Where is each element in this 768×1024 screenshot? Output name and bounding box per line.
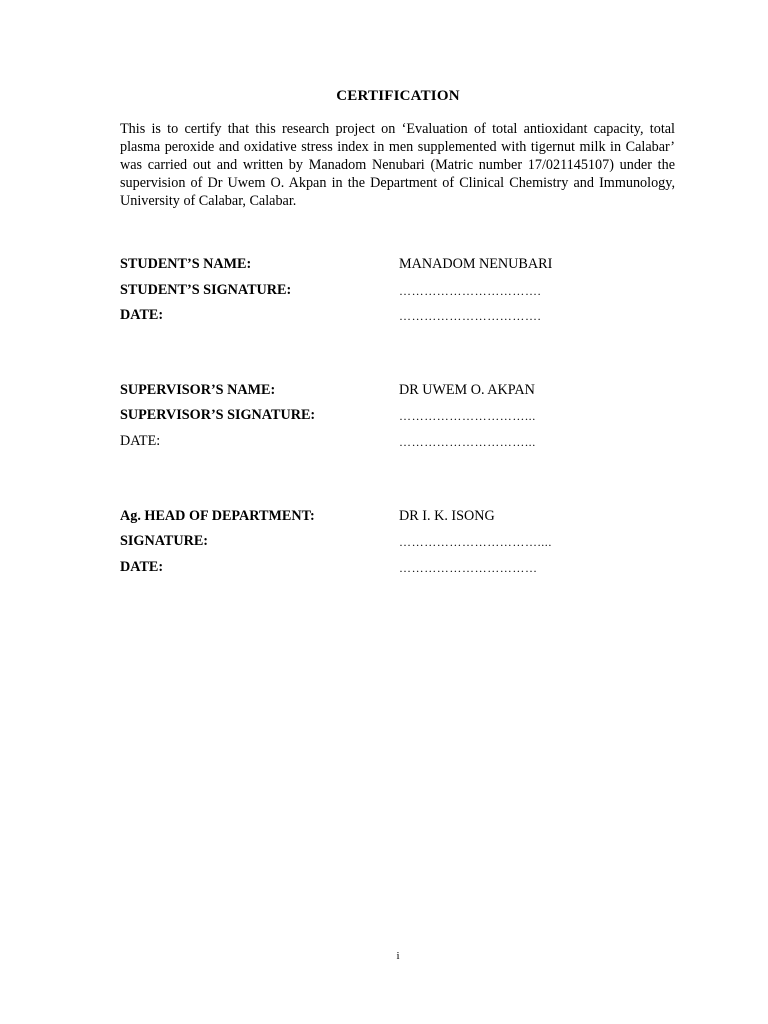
supervisor-signature-line: …………………………... [399, 409, 536, 423]
student-name-label: STUDENT’S NAME: [120, 256, 252, 272]
supervisor-name-value: DR UWEM O. AKPAN [399, 382, 535, 398]
supervisor-name-row [120, 382, 680, 402]
head-date-label: DATE: [120, 559, 164, 575]
supervisor-name-label: SUPERVISOR’S NAME: [120, 382, 276, 398]
student-date-line: ……………………………. [399, 309, 542, 323]
head-name-label: Ag. HEAD OF DEPARTMENT: [120, 508, 315, 524]
supervisor-signature-label: SUPERVISOR’S SIGNATURE: [120, 407, 316, 423]
page-title: CERTIFICATION [336, 88, 460, 104]
student-name-row [120, 256, 680, 276]
head-signature-line: …………………………….... [399, 535, 552, 549]
student-date-row [120, 307, 680, 327]
supervisor-date-line: …………………………... [399, 435, 536, 449]
head-date-line: …………………………… [399, 561, 538, 575]
head-name-value: DR I. K. ISONG [399, 508, 495, 524]
supervisor-date-label: DATE: [120, 433, 161, 449]
certification-statement: This is to certify that this research project on ‘Evaluation of total antioxidant capacity, total plasma peroxide and oxidative stress index in men supplemented with tigernut milk in Calabar’ was carried out and written by Manadom Nenubari (Matric number 17/021145107) under the supervision of Dr Uwem O. Akpan in the Department of Clinical Chemistry and Immunology, University of Calabar, Calabar. [120, 121, 675, 209]
student-name-value: MANADOM NENUBARI [399, 256, 553, 272]
head-signature-row [120, 533, 680, 553]
head-signature-label: SIGNATURE: [120, 533, 209, 549]
supervisor-signature-row [120, 407, 680, 427]
student-signature-row [120, 282, 680, 302]
head-name-row [120, 508, 680, 528]
head-date-row [120, 559, 680, 579]
student-signature-label: STUDENT’S SIGNATURE: [120, 282, 292, 298]
page-number: i [396, 950, 400, 962]
supervisor-date-row [120, 433, 680, 453]
student-signature-line: ……………………………. [399, 284, 542, 298]
student-date-label: DATE: [120, 307, 164, 323]
